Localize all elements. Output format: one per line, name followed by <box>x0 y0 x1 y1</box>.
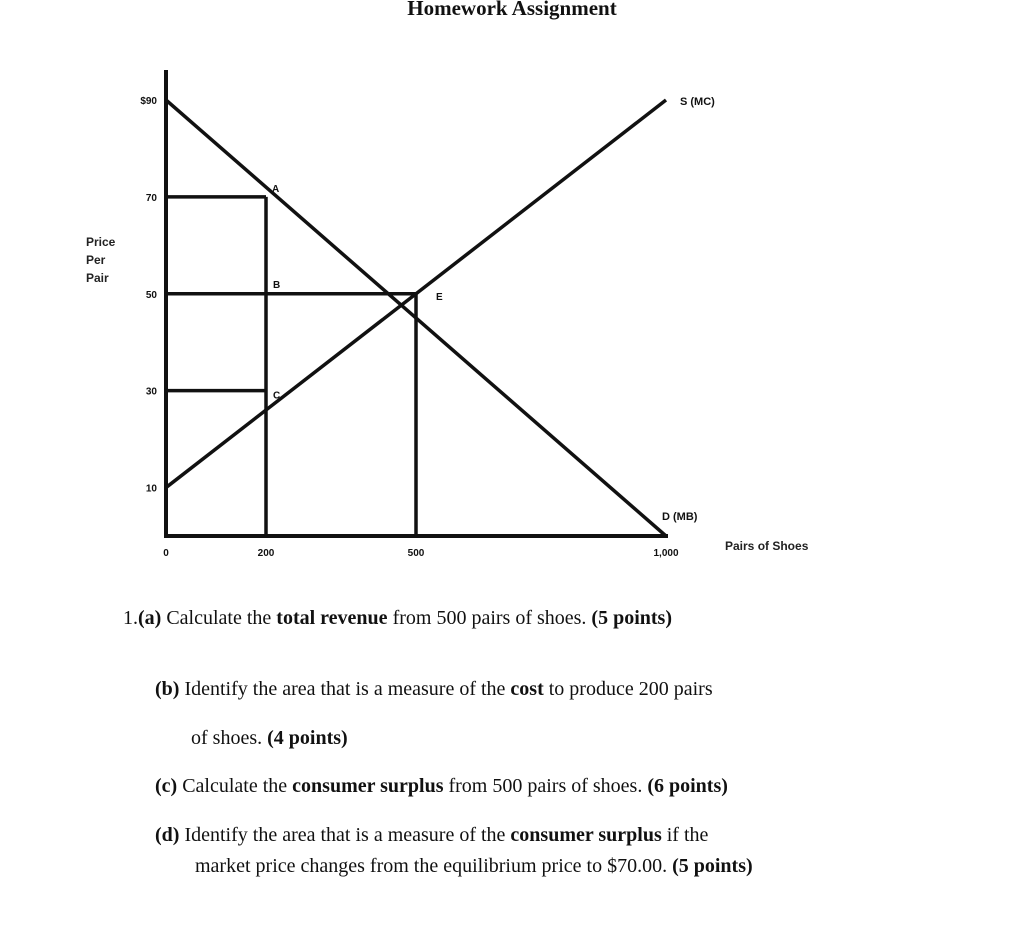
question-1a <box>123 607 672 630</box>
question-text: Identify the area that is a measure of the <box>179 678 511 700</box>
question-text: market price changes from the equilibrium price to $70.00. <box>195 855 673 877</box>
page-title: Homework Assignment <box>407 0 617 20</box>
x-tick-label: 200 <box>257 548 275 559</box>
question-emphasis: total revenue <box>276 607 388 629</box>
question-text: Identify the area that is a measure of the <box>179 824 511 846</box>
question-points: (5 points) <box>672 855 753 877</box>
question-1b <box>155 678 713 701</box>
question-emphasis: cost <box>510 678 544 700</box>
question-emphasis: consumer surplus <box>510 824 662 846</box>
question-1d-line2 <box>195 855 753 878</box>
question-letter: (a) <box>138 607 162 629</box>
question-number: 1. <box>123 607 138 629</box>
question-points: (4 points) <box>267 727 348 749</box>
y-tick-label: 50 <box>145 289 157 301</box>
question-letter: (c) <box>155 775 178 797</box>
y-tick-label: 70 <box>145 192 157 204</box>
x-tick-label: 0 <box>163 548 169 559</box>
question-1d <box>155 824 708 847</box>
question-1b-line2 <box>191 727 348 750</box>
graph-guides <box>166 197 416 536</box>
question-text: if the <box>661 824 709 846</box>
question-letter: (d) <box>155 824 180 846</box>
graph-labels <box>86 96 809 559</box>
y-tick-label: $90 <box>140 96 157 107</box>
question-emphasis: consumer surplus <box>292 775 444 797</box>
question-letter: (b) <box>155 678 180 700</box>
question-points: (5 points) <box>591 607 672 629</box>
x-tick-label: 500 <box>407 548 425 559</box>
question-text: Calculate the <box>177 775 293 797</box>
y-tick-label: 10 <box>145 483 157 495</box>
question-points: (6 points) <box>647 775 728 797</box>
x-tick-label: 1,000 <box>653 548 679 559</box>
point-label-b: B <box>273 279 281 291</box>
x-axis-label: Pairs of Shoes <box>725 539 809 553</box>
y-axis-label: Per <box>86 253 106 267</box>
y-axis-label: Price <box>86 235 116 249</box>
point-label-a: A <box>272 183 280 195</box>
y-axis-label: Pair <box>86 271 109 285</box>
point-label-e: E <box>436 291 443 303</box>
demand-curve-label: D (MB) <box>662 511 698 523</box>
question-text: from 500 pairs of shoes. <box>443 775 648 797</box>
question-text: of shoes. <box>191 727 268 749</box>
question-text: Calculate the <box>161 607 277 629</box>
question-text: from 500 pairs of shoes. <box>387 607 592 629</box>
supply-curve-label: S (MC) <box>680 96 715 108</box>
question-text: to produce 200 pairs <box>543 678 713 700</box>
question-1c <box>155 775 728 798</box>
point-label-c: C <box>273 390 281 402</box>
y-tick-label: 30 <box>145 386 157 398</box>
